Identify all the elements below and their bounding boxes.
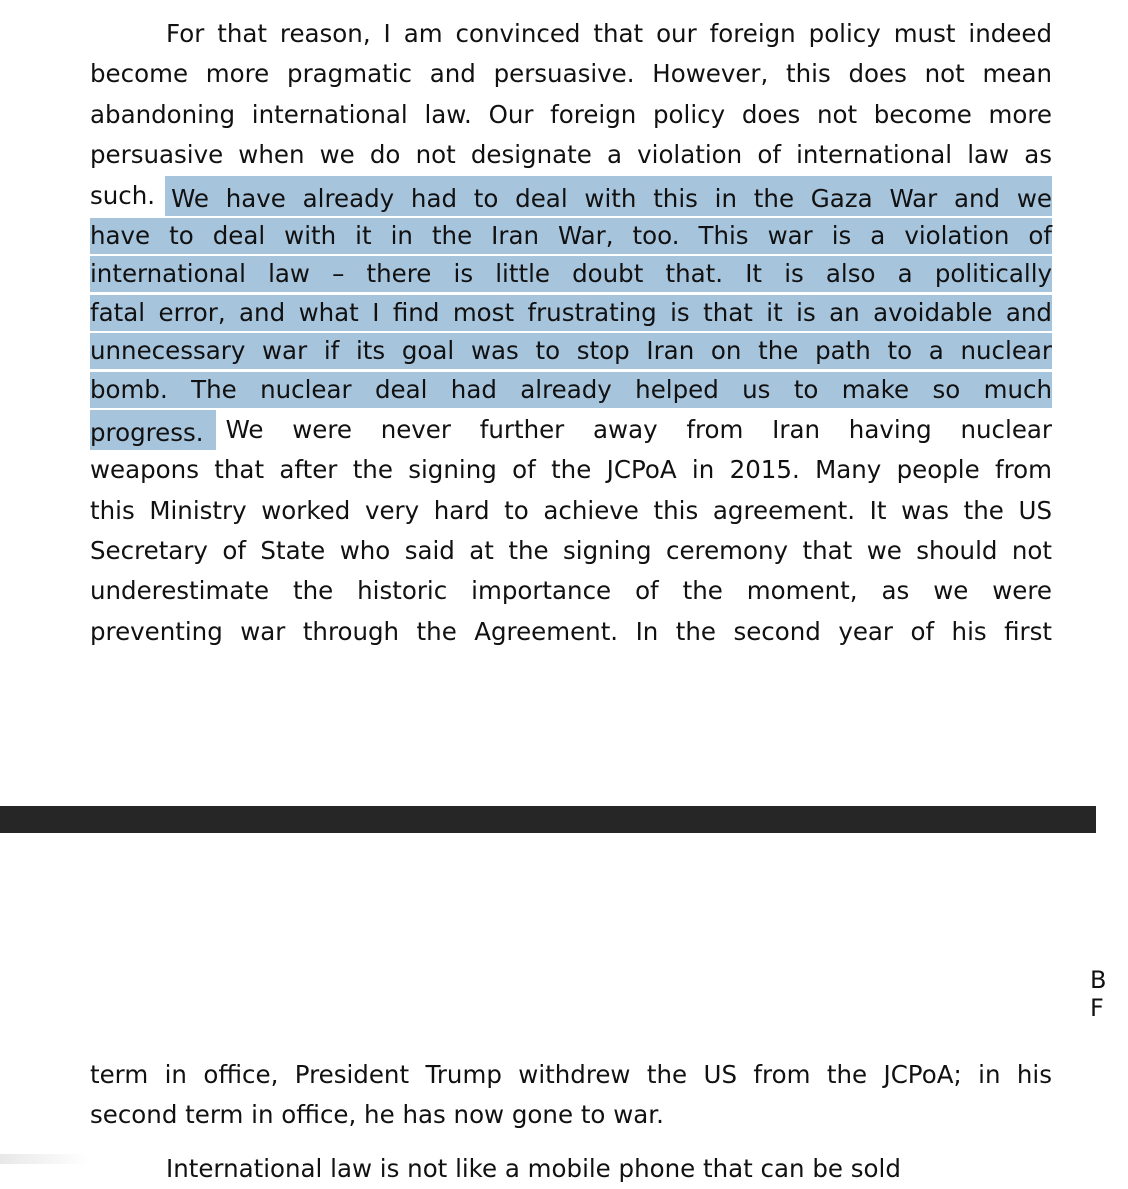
highlighted-text-run[interactable]: progress. [90, 410, 216, 450]
text-line: persuasive when we do not designate a violation of international law as [90, 140, 1052, 170]
text-line: weapons that after the signing of the JCPoA in 2015. Many people from [90, 455, 1052, 485]
highlighted-line[interactable]: international law – there is little doubt that. It is also a politically [90, 256, 1052, 292]
text-line: underestimate the historic importance of the moment, as we were [90, 576, 1052, 606]
paragraph [90, 1055, 1052, 1136]
text-line: become more pragmatic and persuasive. However, this does not mean [90, 59, 1052, 89]
highlighted-line[interactable]: unnecessary war if its goal was to stop Iran on the path to a nuclear [90, 333, 1052, 369]
text-line: For that reason, I am convinced that our foreign policy must indeed [166, 19, 1052, 48]
text-line: this Ministry worked very hard to achieve this agreement. It was the US [90, 495, 1052, 525]
text-line: abandoning international law. Our foreign policy does not become more [90, 99, 1052, 129]
text-line-partial-highlight [90, 176, 1052, 216]
text-line: term in office, President Trump withdrew the US from the JCPoA; in his [90, 1060, 1052, 1089]
highlighted-line[interactable]: bomb. The nuclear deal had already helped us to make so much [90, 372, 1052, 408]
highlighted-line[interactable]: have to deal with it in the Iran War, too. This war is a violation of [90, 218, 1052, 254]
page-separator [0, 806, 1096, 833]
margin-text-fragment: B [1090, 966, 1107, 994]
text-line: Secretary of State who said at the signing ceremony that we should not [90, 536, 1052, 566]
highlighted-line[interactable]: fatal error, and what I find most frustrating is that it is an avoidable and [90, 295, 1052, 331]
document-page-2 [0, 833, 1107, 1183]
highlighted-text: We have already had to deal with this in the Gaza War and we [171, 183, 1052, 213]
highlighted-text-run[interactable] [165, 176, 1052, 216]
window-corner-shadow [0, 1154, 90, 1164]
text-run: We were never further away from Iran having nuclear [225, 414, 1052, 444]
text-line: second term in office, he has now gone to war. [90, 1100, 664, 1130]
clipped-text-line: International law is not like a mobile phone that can be sold [166, 1154, 901, 1183]
text-line-partial-highlight [90, 410, 1052, 450]
paragraph [90, 14, 1052, 652]
text-line: preventing war through the Agreement. In the second year of his first [90, 616, 1052, 646]
margin-text-fragment: F [1090, 994, 1104, 1022]
text-run: such. [90, 180, 156, 210]
